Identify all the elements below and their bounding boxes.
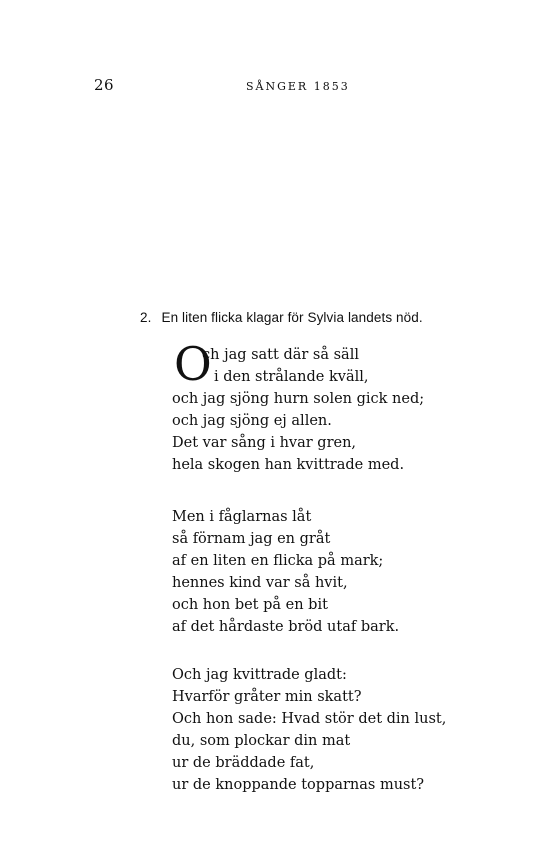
verse-line: ur de knoppande topparnas must? bbox=[172, 777, 425, 793]
song-number: 2. bbox=[140, 310, 152, 325]
verse-line: och hon bet på en bit bbox=[172, 597, 328, 613]
verse-2 bbox=[172, 506, 399, 638]
verse-line: Det var sång i hvar gren, bbox=[172, 435, 357, 451]
verse-line: så förnam jag en gråt bbox=[172, 531, 331, 547]
verse-line: och jag sjöng ej allen. bbox=[172, 413, 332, 429]
verse-line: ch jag satt där så säll bbox=[202, 347, 359, 363]
verse-line: Hvarför gråter min skatt? bbox=[172, 689, 362, 705]
page-header bbox=[0, 76, 544, 96]
running-title: SÅNGER 1853 bbox=[246, 80, 350, 93]
verse-line: Och hon sade: Hvad stör det din lust, bbox=[172, 711, 447, 727]
song-title-text: En liten flicka klagar för Sylvia landets nöd. bbox=[161, 310, 423, 325]
drop-cap: O bbox=[174, 337, 212, 391]
verse-3 bbox=[172, 664, 446, 796]
verse-line: Och jag kvittrade gladt: bbox=[172, 667, 347, 683]
verse-line: af det hårdaste bröd utaf bark. bbox=[172, 619, 400, 635]
verse-line: hennes kind var så hvit, bbox=[172, 575, 348, 591]
verse-1 bbox=[172, 337, 425, 476]
verse-line: ur de bräddade fat, bbox=[172, 755, 315, 771]
verse-line: och jag sjöng hurn solen gick ned; bbox=[172, 391, 425, 407]
song-title bbox=[140, 310, 423, 325]
verse-line: hela skogen han kvittrade med. bbox=[172, 457, 405, 473]
verse-line: i den strålande kväll, bbox=[214, 369, 369, 385]
verse-line: af en liten en flicka på mark; bbox=[172, 553, 384, 569]
verse-line: du, som plockar din mat bbox=[172, 733, 351, 749]
page-number: 26 bbox=[94, 76, 115, 94]
verse-line: Men i fåglarnas låt bbox=[172, 509, 312, 525]
